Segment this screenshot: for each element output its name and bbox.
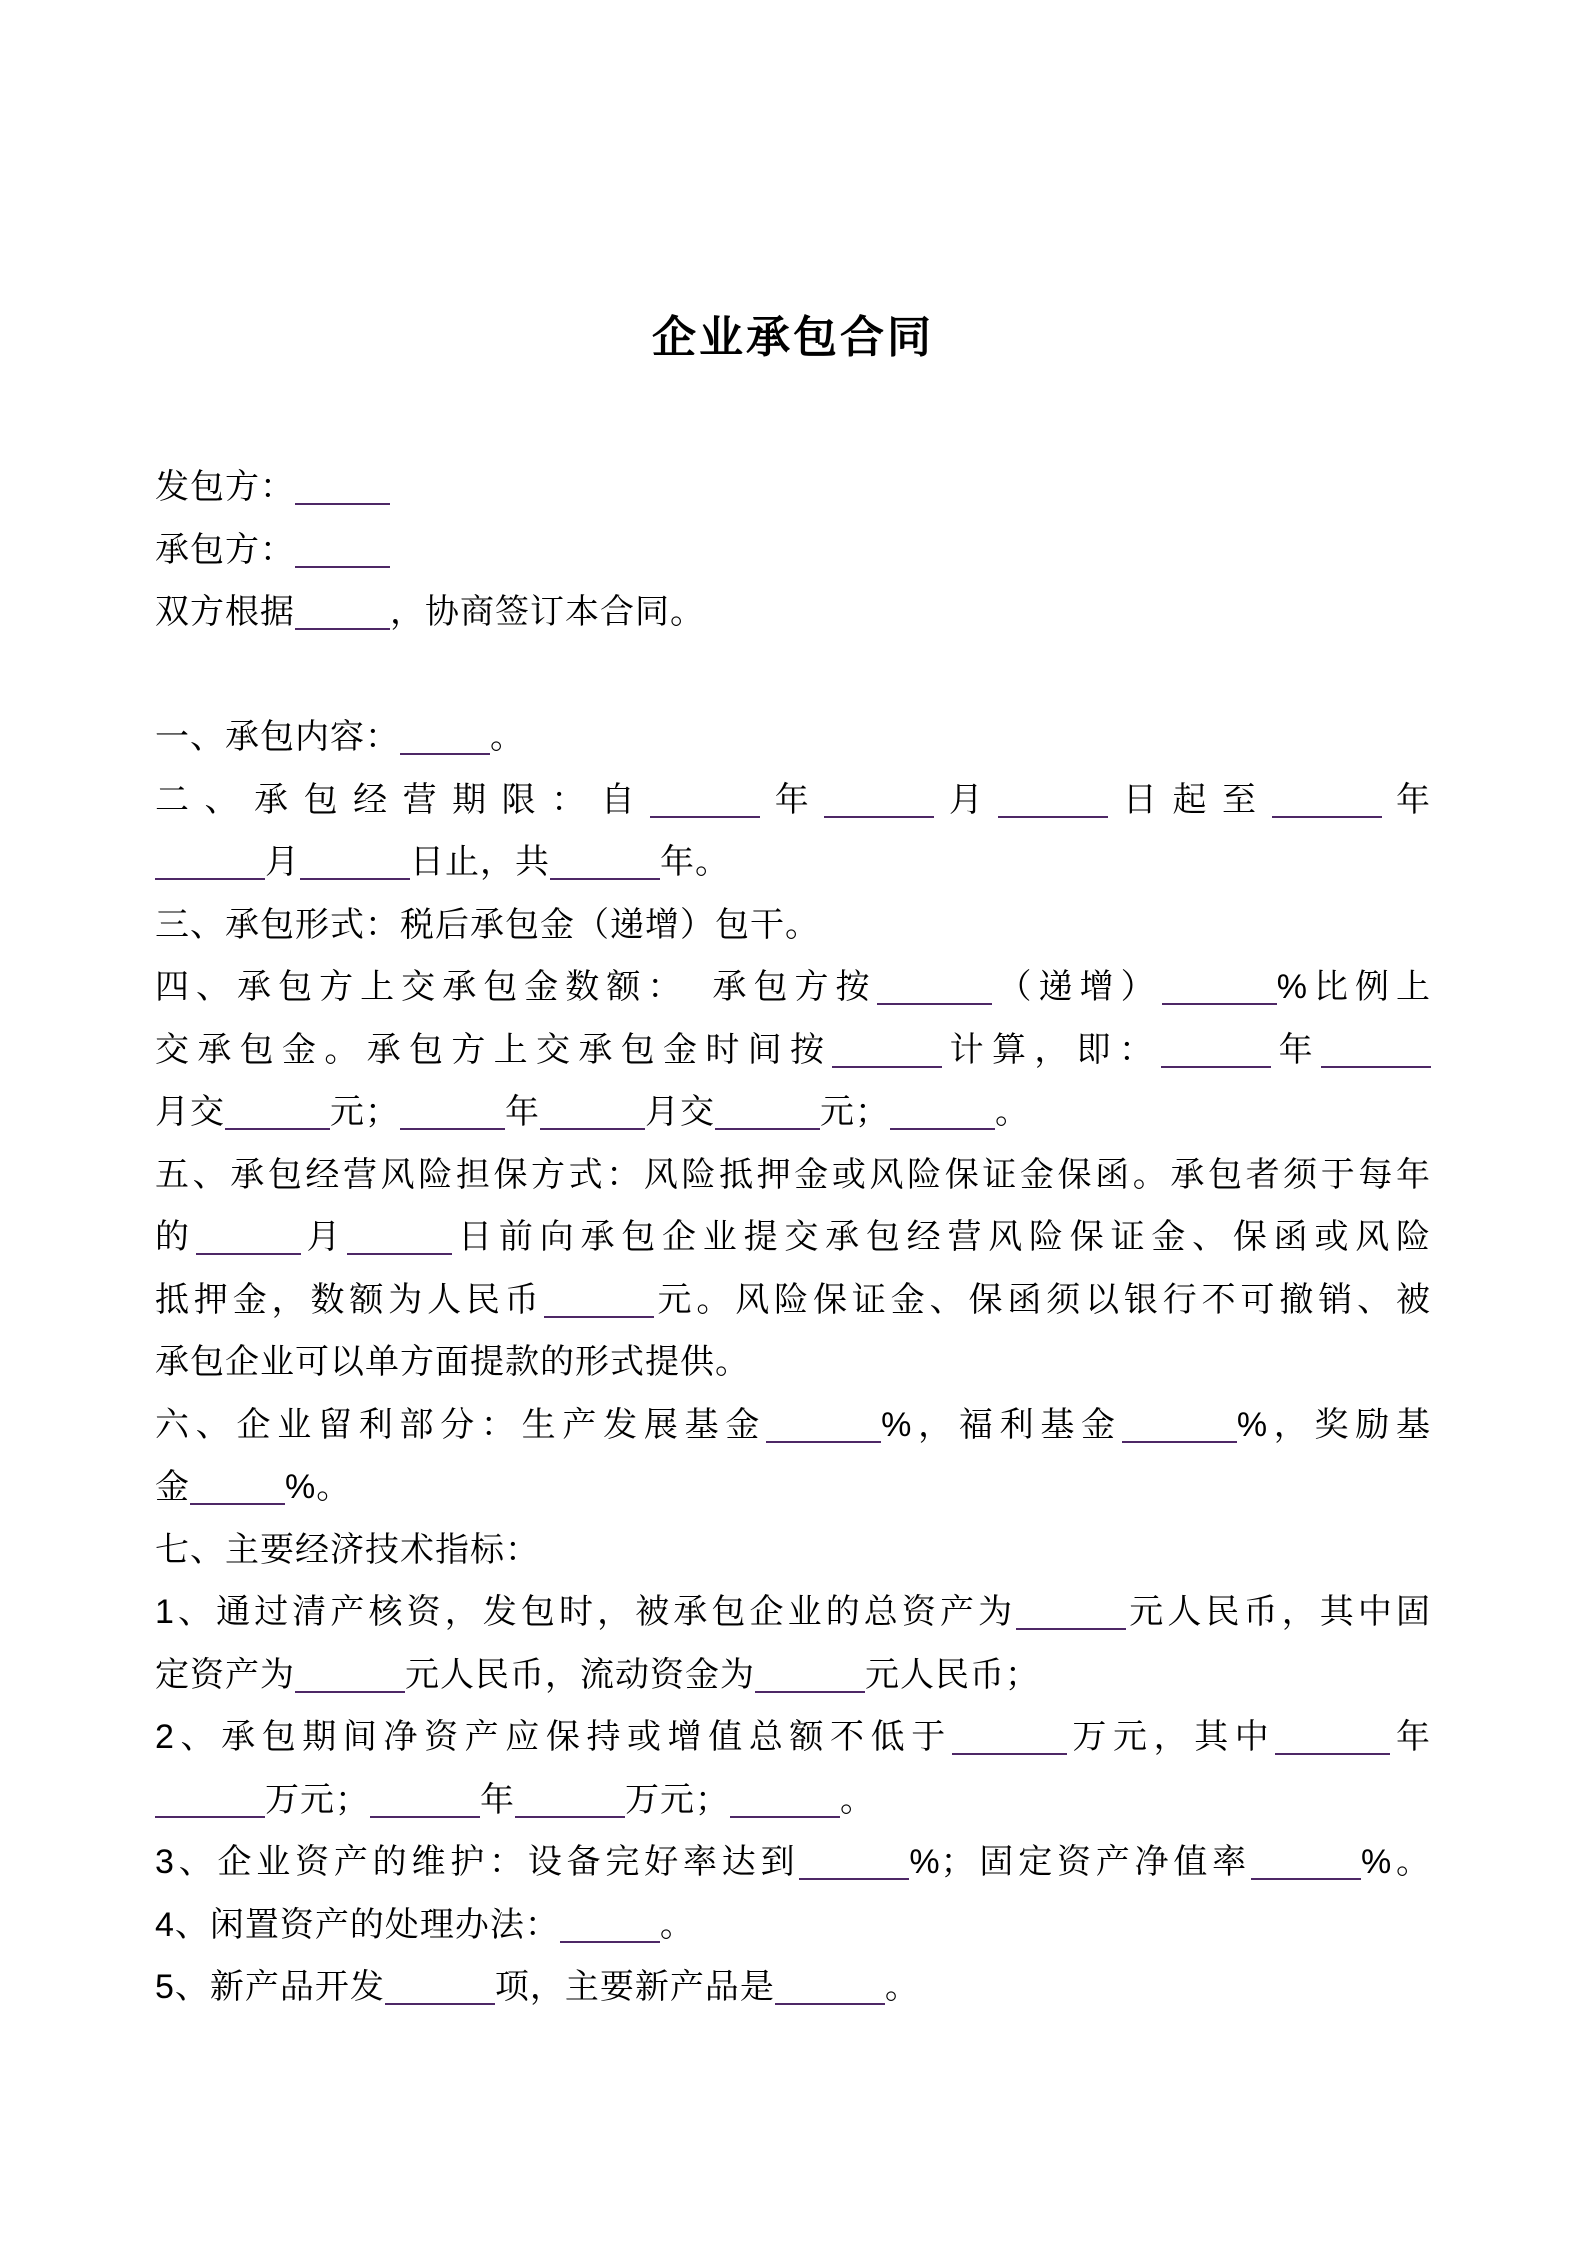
blank-field — [295, 469, 390, 505]
doc-line — [155, 519, 1431, 582]
text-segment: （递增） — [991, 968, 1162, 1006]
blank-field — [799, 1844, 909, 1880]
blank-field — [1122, 1407, 1237, 1443]
text-segment: 交承包金。承包方上交承包金时间按 — [155, 1030, 833, 1069]
text-segment: 月交 — [645, 1093, 715, 1131]
text-segment: %。 — [1360, 1843, 1431, 1881]
blank-field — [1321, 1032, 1431, 1068]
text-segment: 元人民币，其中固 — [1126, 1593, 1431, 1631]
blank-field — [998, 782, 1108, 818]
blank-field — [775, 1969, 885, 2005]
text-segment: 4、闲置资产的处理办法： — [155, 1905, 560, 1944]
blank-field — [347, 1219, 452, 1255]
blank-field — [1016, 1594, 1126, 1630]
blank-field — [890, 1094, 995, 1130]
text-segment: 年 — [1271, 1030, 1322, 1069]
text-segment: 年 — [480, 1780, 515, 1819]
blank-field — [1251, 1844, 1361, 1880]
text-segment: 承包方： — [155, 530, 295, 569]
doc-line — [155, 1456, 1431, 1519]
doc-line — [155, 1269, 1431, 1332]
text-segment: 抵押金，数额为人民币 — [155, 1280, 544, 1319]
blank-field — [560, 1907, 660, 1943]
text-segment: 日止，共 — [410, 843, 550, 881]
blank-field — [295, 594, 390, 630]
blank-field — [300, 844, 410, 880]
text-segment: 。 — [490, 718, 525, 756]
doc-line — [155, 1019, 1431, 1082]
text-segment: 日起至 — [1108, 780, 1272, 819]
doc-line — [155, 644, 1431, 707]
text-segment: 月 — [300, 1218, 348, 1256]
text-segment: 计算，即： — [942, 1030, 1162, 1069]
text-segment: 。 — [659, 1905, 695, 1944]
blank-field — [1272, 782, 1382, 818]
text-segment: %比例上 — [1276, 968, 1432, 1006]
doc-line — [155, 1956, 1431, 2019]
doc-line — [155, 456, 1431, 519]
document-title: 企业承包合同 — [652, 313, 934, 362]
blank-field — [1162, 969, 1277, 1005]
text-segment: 5、新产品开发 — [155, 1968, 385, 2006]
text-segment: 元人民币，流动资金为 — [405, 1655, 755, 1694]
blank-field — [1275, 1719, 1390, 1755]
text-segment: 六、企业留利部分：生产发展基金 — [155, 1405, 767, 1444]
text-segment: 双方根据 — [155, 593, 295, 631]
text-segment: %。 — [285, 1468, 352, 1506]
text-segment: 日前向承包企业提交承包经营风险保证金、保函或风险 — [452, 1218, 1432, 1256]
blank-field — [400, 1094, 505, 1130]
blank-field — [715, 1094, 820, 1130]
doc-line — [155, 1894, 1431, 1957]
text-segment: 年 — [505, 1093, 540, 1131]
text-segment: 年。 — [660, 843, 730, 881]
text-segment: 金 — [155, 1468, 190, 1506]
blank-field — [877, 969, 992, 1005]
text-segment: 七、主要经济技术指标： — [155, 1530, 540, 1569]
text-segment: 五、承包经营风险担保方式：风险抵押金或风险保证金保函。承包者须于每年 — [155, 1155, 1431, 1194]
blank-field — [400, 719, 490, 755]
blank-field — [824, 782, 934, 818]
blank-field — [515, 1782, 625, 1818]
text-segment: 三、承包形式：税后承包金（递增）包干。 — [155, 905, 820, 944]
text-segment: ，协商签订本合同。 — [390, 593, 705, 631]
blank-field — [650, 782, 760, 818]
text-segment: 3、企业资产的维护：设备完好率达到 — [155, 1843, 800, 1881]
text-segment: 万元，其中 — [1066, 1718, 1276, 1756]
text-segment: 2、承包期间净资产应保持或增值总额不低于 — [155, 1718, 952, 1756]
text-segment: 承包企业可以单方面提款的形式提供。 — [155, 1343, 750, 1381]
text-segment: 元人民币； — [865, 1655, 1040, 1694]
text-segment: 的 — [155, 1218, 196, 1256]
doc-line — [155, 831, 1431, 894]
text-segment: %，福利基金 — [881, 1405, 1122, 1444]
doc-line — [155, 1769, 1431, 1832]
text-segment: 。 — [884, 1968, 920, 2006]
doc-line — [155, 1706, 1431, 1769]
doc-line — [155, 1394, 1431, 1457]
text-segment: 月 — [265, 843, 300, 881]
doc-line — [155, 956, 1431, 1019]
text-segment: %；固定资产净值率 — [909, 1843, 1251, 1881]
text-segment: 年 — [1381, 780, 1432, 819]
blank-field — [370, 1782, 480, 1818]
blank-field — [295, 1657, 405, 1693]
text-segment: 1、通过清产核资，发包时，被承包企业的总资产为 — [155, 1593, 1017, 1631]
doc-line — [155, 581, 1431, 644]
text-segment: 年 — [760, 780, 825, 819]
text-segment: 。 — [840, 1780, 875, 1819]
text-segment: 项，主要新产品是 — [494, 1968, 775, 2006]
doc-line — [155, 894, 1431, 957]
blank-field — [766, 1407, 881, 1443]
text-segment: 万元； — [265, 1780, 370, 1819]
blank-field — [544, 1282, 654, 1318]
blank-field — [1161, 1032, 1271, 1068]
doc-line — [155, 1581, 1431, 1644]
blank-field — [730, 1782, 840, 1818]
text-segment: 四、承包方上交承包金数额： 承包方按 — [155, 968, 877, 1006]
text-segment: 元； — [820, 1093, 890, 1131]
text-segment: 一、承包内容： — [155, 718, 400, 756]
doc-line — [155, 1644, 1431, 1707]
doc-line — [155, 1831, 1431, 1894]
text-segment: 。 — [995, 1093, 1030, 1131]
text-segment: 发包方： — [155, 468, 295, 506]
blank-field — [832, 1032, 942, 1068]
doc-line — [155, 1081, 1431, 1144]
blank-field — [295, 532, 390, 568]
text-segment: 元。风险保证金、保函须以银行不可撤销、被 — [653, 1280, 1432, 1319]
blank-field — [155, 1782, 265, 1818]
blank-field — [196, 1219, 301, 1255]
doc-line — [155, 1331, 1431, 1394]
blank-field — [190, 1469, 285, 1505]
blank-field — [385, 1969, 495, 2005]
blank-field — [550, 844, 660, 880]
doc-line — [155, 706, 1431, 769]
text-segment: 年 — [1390, 1718, 1432, 1756]
text-segment: 定资产为 — [155, 1655, 295, 1694]
blank-field — [952, 1719, 1067, 1755]
text-segment: %，奖励基 — [1236, 1405, 1432, 1444]
blank-field — [225, 1094, 330, 1130]
doc-line — [155, 1144, 1431, 1207]
doc-line — [155, 1206, 1431, 1269]
doc-line — [155, 769, 1431, 832]
blank-field — [155, 844, 265, 880]
blank-field — [755, 1657, 865, 1693]
doc-line — [155, 1519, 1431, 1582]
text-segment: 万元； — [625, 1780, 730, 1819]
text-segment: 月交 — [155, 1093, 225, 1131]
text-segment: 元； — [330, 1093, 400, 1131]
document-body — [155, 456, 1431, 2019]
text-segment: 月 — [934, 780, 999, 819]
text-segment: 二、承包经营期限：自 — [155, 780, 651, 819]
blank-field — [540, 1094, 645, 1130]
